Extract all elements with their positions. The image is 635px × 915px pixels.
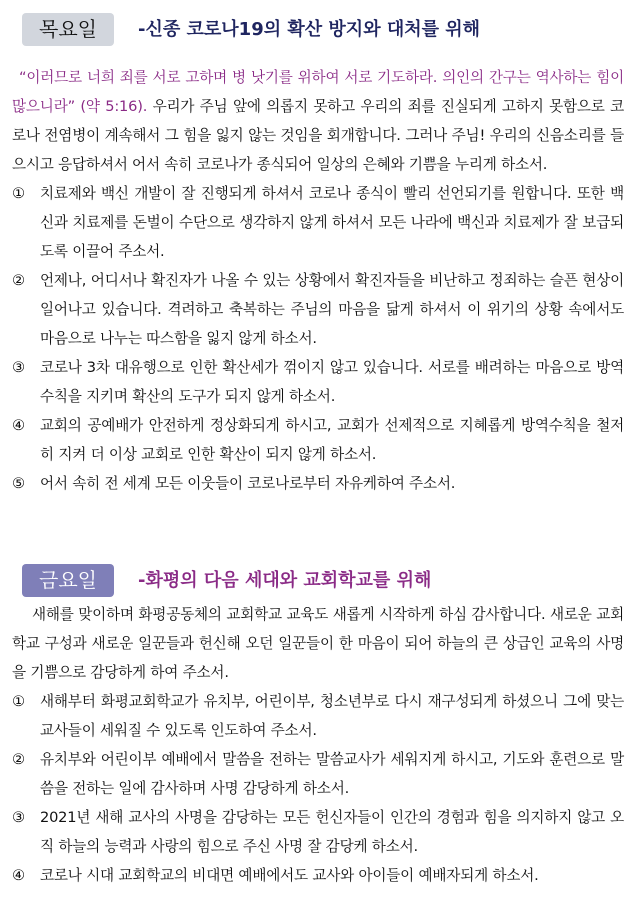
thursday-day-badge: 목요일 [22,13,114,46]
friday-section-title: -화평의 다음 세대와 교회학교를 위해 [138,570,432,591]
thursday-body [12,63,624,498]
item-text: 코로나 3차 대유행으로 인한 확산세가 꺾이지 않고 있습니다. 서로를 배려하는 마음으로 방역수칙을 지키며 확산의 도구가 되지 않게 하소서. [40,359,624,405]
item-number: ② [12,751,25,768]
prayer-item [12,861,624,890]
item-number: ① [12,693,25,710]
item-text: 2021년 새해 교사의 사명을 감당하는 모든 헌신자들이 인간의 경험과 힘을 의지하지 않고 오직 하늘의 능력과 사랑의 힘으로 주신 사명 잘 감당케 하소서. [40,809,624,855]
item-text: 유치부와 어린이부 예배에서 말씀을 전하는 말씀교사가 세워지게 하시고, 기도와 훈련으로 말씀을 전하는 일에 감사하며 사명 감당하게 하소서. [40,751,624,797]
prayer-item [12,687,624,745]
friday-section [0,551,635,601]
item-number: ② [12,272,25,289]
item-number: ③ [12,359,25,376]
thursday-section-title: -신종 코로나19의 확산 방지와 대처를 위해 [138,19,481,40]
friday-day-badge: 금요일 [22,564,114,597]
scripture-quote: “이러므로 너희 죄를 서로 고하며 병 낫기를 위하여 서로 기도하라. 의인의 간구는 역사하는 힘이 많으니라” (약 5:16). [12,69,624,115]
item-text: 새해부터 화평교회학교가 유치부, 어린이부, 청소년부로 다시 재구성되게 하셨으니 그에 맞는 교사들이 세워질 수 있도록 인도하여 주소서. [40,693,624,739]
item-number: ③ [12,809,25,826]
prayer-item [12,745,624,803]
thursday-intro-text: 우리가 주님 앞에 의롭지 못하고 우리의 죄를 진실되게 고하지 못함으로 코로나 전염병이 계속해서 그 힘을 잃지 않는 것임을 회개합니다. 그러나 주님! 우리의 신음소리를 들으시고 응답하셔서 어서 속히 코로나가 종식되어 일상의 은혜와 기쁨을 누리게 하소서. [12,98,625,173]
prayer-item [12,803,624,861]
item-text: 어서 속히 전 세계 모든 이웃들이 코로나로부터 자유케하여 주소서. [40,475,456,492]
friday-header [0,551,635,601]
thursday-header [0,0,635,50]
prayer-item [12,411,624,469]
prayer-item [12,353,624,411]
item-text: 교회의 공예배가 안전하게 정상화되게 하시고, 교회가 선제적으로 지혜롭게 방역수칙을 철저히 지켜 더 이상 교회로 인한 확산이 되지 않게 하소서. [40,417,624,463]
item-number: ④ [12,417,25,434]
prayer-item [12,266,624,353]
item-number: ⑤ [12,475,25,492]
prayer-item [12,469,624,498]
item-number: ④ [12,867,25,884]
item-text: 코로나 시대 교회학교의 비대면 예배에서도 교사와 아이들이 예배자되게 하소서. [40,867,539,884]
item-text: 치료제와 백신 개발이 잘 진행되게 하셔서 코로나 종식이 빨리 선언되기를 원합니다. 또한 백신과 치료제를 돈벌이 수단으로 생각하지 않게 하셔서 모든 나라에 백신과 치료제가 잘 보급되도록 이끌어 주소서. [40,185,624,260]
thursday-prayer-list [12,179,624,498]
friday-prayer-list [12,687,624,890]
prayer-item [12,179,624,266]
item-number: ① [12,185,25,202]
friday-intro-paragraph: 새해를 맞이하며 화평공동체의 교회학교 교육도 새롭게 시작하게 하심 감사합니다. 새로운 교회학교 구성과 새로운 일꾼들과 헌신해 오던 일꾼들이 한 마음이 되어 하늘의 큰 상급인 교육의 사명을 기쁨으로 감당하게 하여 주소서. [12,606,624,681]
friday-body [12,600,624,890]
item-text: 언제나, 어디서나 확진자가 나올 수 있는 상황에서 확진자들을 비난하고 정죄하는 슬픈 현상이 일어나고 있습니다. 격려하고 축복하는 주님의 마음을 닮게 하셔서 이 위기의 상황 속에서도 마음으로 나누는 따스함을 잃지 않게 하소서. [40,272,624,347]
thursday-intro-paragraph [12,63,624,179]
